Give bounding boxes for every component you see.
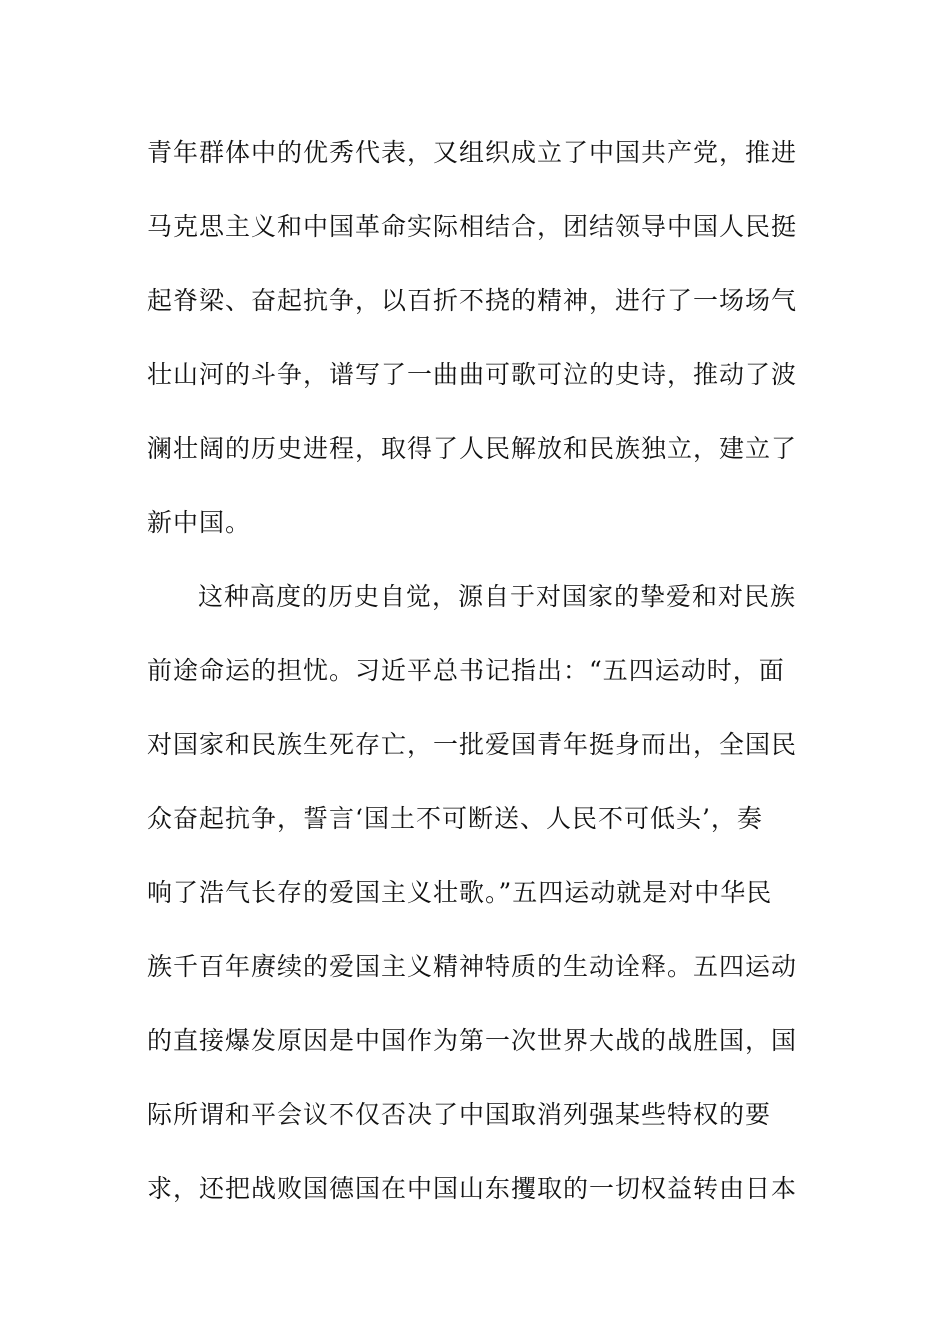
- text-line: 求，还把战败国德国在中国山东攫取的一切权益转由日本: [147, 1174, 798, 1203]
- text-line: 起脊梁、奋起抗争，以百折不挠的精神，进行了一场场气: [147, 286, 798, 315]
- text-line: 马克思主义和中国革命实际相结合，团结领导中国人民挺: [147, 212, 798, 241]
- text-line: 众奋起抗争，誓言‘国土不可断送、人民不可低头’，奏: [147, 804, 763, 833]
- text-line: 族千百年赓续的爱国主义精神特质的生动诠释。五四运动: [147, 952, 798, 981]
- text-line: 壮山河的斗争，谱写了一曲曲可歌可泣的史诗，推动了波: [147, 360, 798, 389]
- text-line: 前途命运的担忧。习近平总书记指出：“五四运动时，面: [147, 656, 785, 685]
- text-line: 响了浩气长存的爱国主义壮歌。”五四运动就是对中华民: [147, 878, 773, 907]
- text-line: 际所谓和平会议不仅否决了中国取消列强某些特权的要: [147, 1100, 772, 1129]
- text-line: 对国家和民族生死存亡，一批爱国青年挺身而出，全国民: [147, 730, 798, 759]
- text-line: 澜壮阔的历史进程，取得了人民解放和民族独立，建立了: [147, 434, 798, 463]
- body-text: [147, 124, 798, 1234]
- text-line: 的直接爆发原因是中国作为第一次世界大战的战胜国，国: [147, 1026, 798, 1055]
- text-line: 青年群体中的优秀代表，又组织成立了中国共产党，推进: [147, 138, 798, 167]
- paragraph-first-line: 这种高度的历史自觉，源自于对国家的挚爱和对民族: [198, 582, 797, 611]
- text-line: 新中国。: [147, 508, 252, 537]
